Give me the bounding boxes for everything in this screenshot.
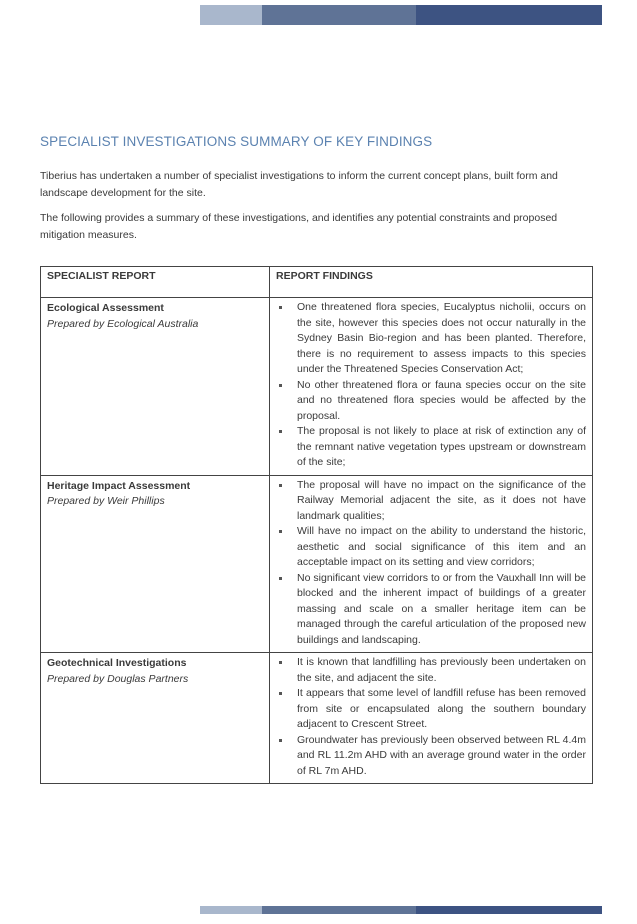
report-author: Prepared by Douglas Partners [47,672,189,685]
report-cell [41,653,270,784]
footer-bar-segment-mid [262,906,416,914]
footer-color-bar [200,906,602,914]
report-author: Prepared by Weir Phillips [47,495,165,507]
finding-item: No significant view corridors to or from the Vauxhall Inn will be blocked and the inherent impact of buildings of a greater massing and scale on a smaller heritage item can be managed through the careful articulation of the proposed new buildings and landscaping. [276,571,586,649]
intro-paragraph: Tiberius has undertaken a number of specialist investigations to inform the current concept plans, built form and landscape development for the site. [40,170,558,199]
table-row [41,653,593,784]
report-name: Geotechnical Investigations [47,657,187,669]
page-title: SPECIALIST INVESTIGATIONS SUMMARY OF KEY FINDINGS [40,134,433,149]
intro-paragraph: The following provides a summary of these investigations, and identifies any potential constraints and proposed mitigation measures. [40,212,558,241]
header-color-bar [200,5,602,25]
finding-item: Will have no impact on the ability to understand the historic, aesthetic and social significance of this item and an acceptable impact on its setting and view corridors; [276,524,586,571]
finding-item: Groundwater has previously been observed between RL 4.4m and RL 11.2m AHD with an average ground water in the order of RL 7m AHD. [276,733,586,780]
report-cell [41,298,270,476]
header-bar-segment-mid [262,5,416,25]
table-row [41,475,593,653]
findings-cell [270,475,593,653]
report-name: Heritage Impact Assessment [47,479,191,492]
finding-item: It is known that landfilling has previously been undertaken on the site, and adjacent the site. [276,655,586,686]
findings-list [276,478,586,649]
table-header-row [41,267,593,298]
report-name: Ecological Assessment [47,302,164,314]
findings-list [276,300,586,471]
finding-item: The proposal is not likely to place at risk of extinction any of the remnant native vegetation types upstream or downstream of the site; [276,424,586,471]
findings-cell [270,298,593,476]
finding-item: It appears that some level of landfill refuse has been removed from site or encapsulated along the southern boundary adjacent to Crescent Street. [276,686,586,733]
footer-bar-segment-dark [416,906,602,914]
header-bar-segment-light [200,5,262,25]
finding-item: One threatened flora species, Eucalyptus nicholii, occurs on the site, however this species does not occur naturally in the Sydney Basin Bio-region and has been planted. Therefore, there is no requirement to assess impacts to this species under the Threatened Species Conservation Act; [276,300,586,378]
report-cell [41,475,270,653]
table-row [41,298,593,476]
column-header-report: SPECIALIST REPORT [41,267,270,298]
findings-list [276,655,586,779]
column-header-findings: REPORT FINDINGS [270,267,593,298]
finding-item: The proposal will have no impact on the significance of the Railway Memorial adjacent the site, as it does not have landmark qualities; [276,478,586,525]
footer-bar-segment-light [200,906,262,914]
header-bar-segment-dark [416,5,602,25]
findings-table [40,266,593,784]
finding-item: No other threatened flora or fauna species occur on the site and no threatened flora species would be affected by the proposal. [276,378,586,425]
findings-cell [270,653,593,784]
report-author: Prepared by Ecological Australia [47,317,199,330]
